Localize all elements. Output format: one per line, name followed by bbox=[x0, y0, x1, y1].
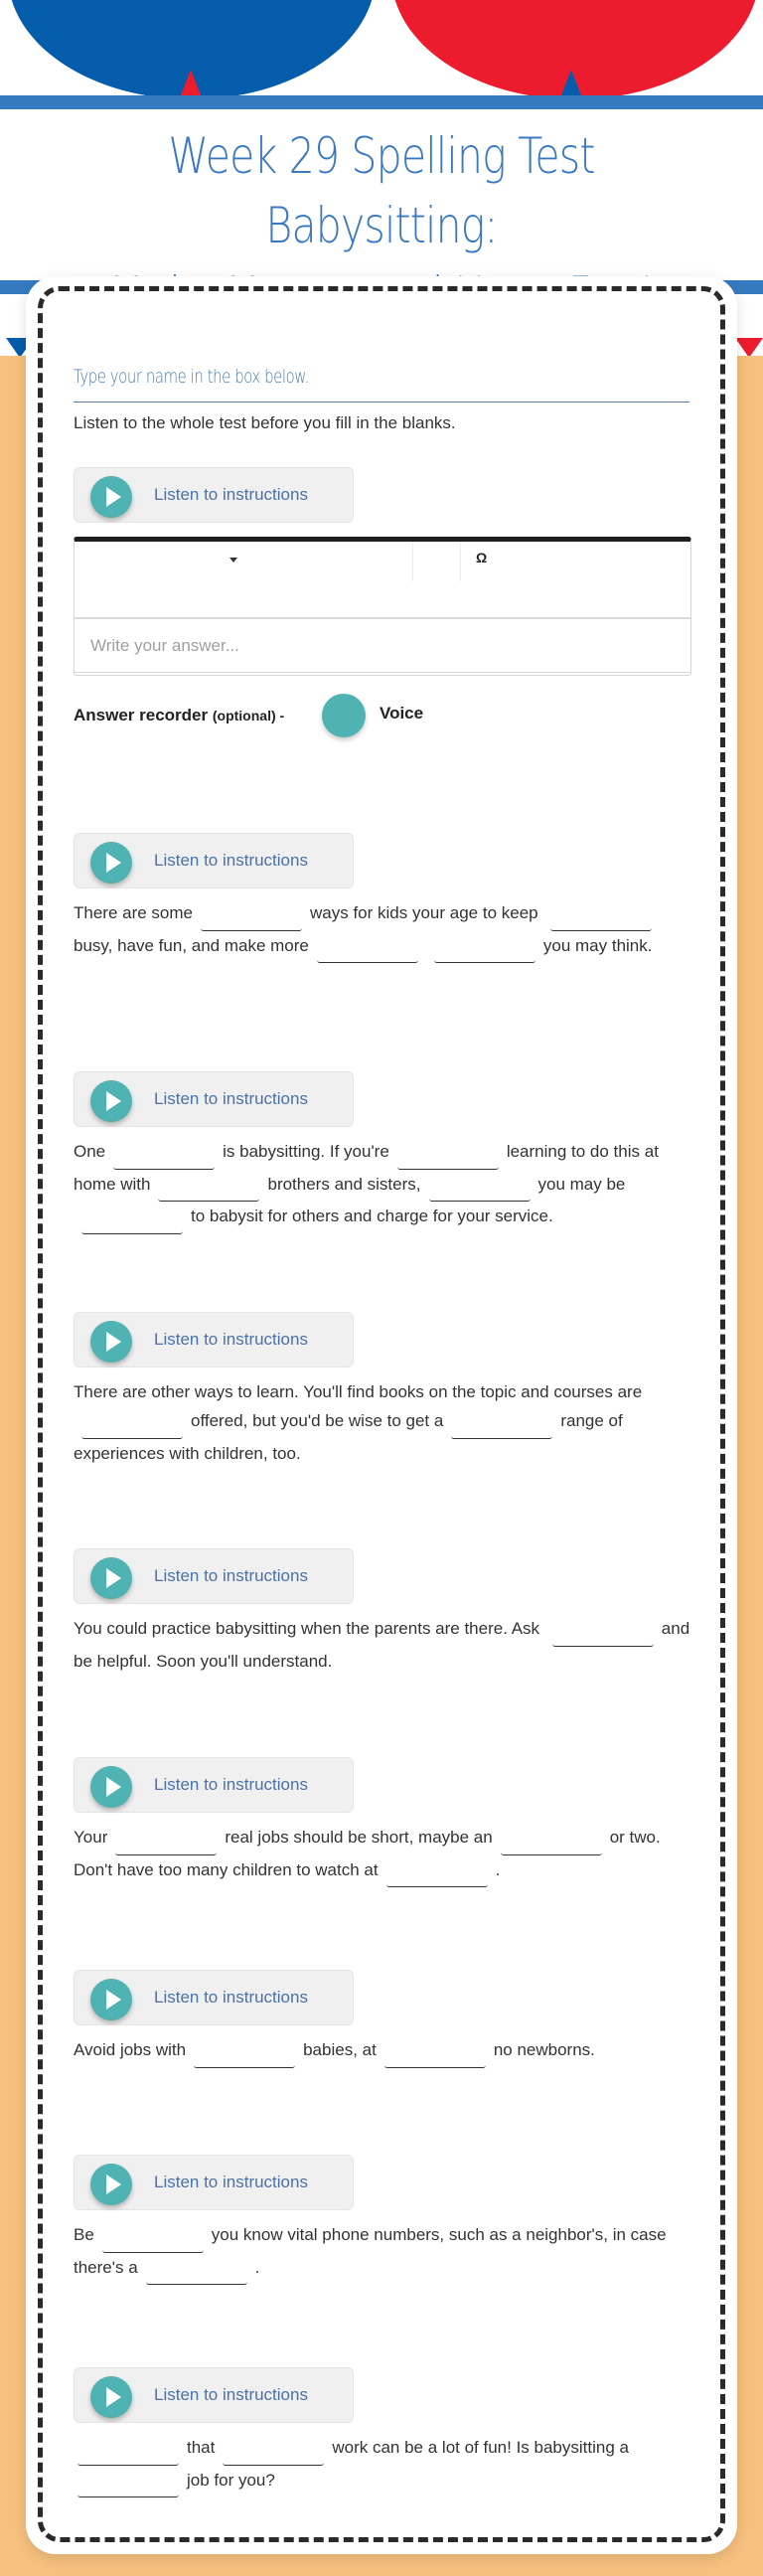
play-icon bbox=[90, 1080, 132, 1122]
listen-label: Listen to instructions bbox=[154, 1775, 308, 1794]
caret-down-icon bbox=[229, 558, 237, 563]
special-character-icon[interactable]: Ω bbox=[476, 550, 488, 565]
blank-input[interactable] bbox=[194, 2047, 295, 2068]
listen-label: Listen to instructions bbox=[154, 2173, 308, 2191]
listen-instructions-button[interactable] bbox=[74, 1548, 354, 1604]
blank-input[interactable] bbox=[501, 1835, 602, 1855]
play-icon bbox=[90, 2164, 132, 2205]
listen-label: Listen to instructions bbox=[154, 1330, 308, 1349]
listen-instructions-button[interactable] bbox=[74, 1312, 354, 1368]
blank-input[interactable] bbox=[451, 1418, 552, 1439]
balloon-knot-decoration bbox=[181, 70, 201, 95]
listen-instructions-button[interactable] bbox=[74, 1757, 354, 1813]
listen-label: Listen to instructions bbox=[154, 1988, 308, 2007]
question-8: that work can be a lot of fun! Is babysitting a job for you? bbox=[74, 2433, 693, 2497]
voice-label: Voice bbox=[380, 704, 424, 723]
blank-input[interactable] bbox=[429, 1181, 531, 1202]
play-icon bbox=[90, 1979, 132, 2020]
listen-label: Listen to instructions bbox=[154, 2385, 308, 2404]
question-7: Be you know vital phone numbers, such as a neighbor's, in case there's a . bbox=[74, 2220, 693, 2285]
question-3: There are other ways to learn. You'll find books on the topic and courses areoffered, but you'd be wise to get a range of experiences with children, too. bbox=[74, 1382, 643, 1463]
blank-input[interactable] bbox=[115, 1835, 217, 1855]
name-input[interactable] bbox=[74, 366, 689, 402]
blank-input[interactable] bbox=[384, 2047, 486, 2068]
blank-input[interactable] bbox=[146, 2264, 247, 2285]
blank-input[interactable] bbox=[552, 1626, 654, 1647]
page-title-line-1: Week 29 Spelling Test Babysitting: bbox=[168, 127, 595, 254]
play-icon bbox=[90, 1766, 132, 1808]
instruction-text: Listen to the whole test before you fill in the blanks. bbox=[74, 413, 456, 432]
play-icon bbox=[90, 842, 132, 884]
listen-instructions-button[interactable] bbox=[74, 467, 354, 523]
header-stripe bbox=[0, 95, 763, 109]
question-6: Avoid jobs with babies, at no newborns. bbox=[74, 2035, 693, 2068]
answer-textbox[interactable] bbox=[74, 617, 691, 673]
format-dropdown[interactable] bbox=[75, 542, 413, 581]
editor-toolbar bbox=[75, 542, 690, 581]
blank-input[interactable] bbox=[81, 1213, 183, 1234]
blank-input[interactable] bbox=[434, 942, 535, 963]
answer-editor bbox=[74, 537, 691, 676]
blank-input[interactable] bbox=[201, 910, 302, 931]
recorder-label: Answer recorder (optional) - bbox=[74, 706, 285, 724]
listen-label: Listen to instructions bbox=[154, 1089, 308, 1108]
blank-input[interactable] bbox=[77, 2445, 179, 2466]
listen-label: Listen to instructions bbox=[154, 851, 308, 870]
listen-label: Listen to instructions bbox=[154, 485, 308, 504]
listen-instructions-button[interactable] bbox=[74, 833, 354, 888]
blank-input[interactable] bbox=[102, 2232, 204, 2253]
name-prompt-text: Type your name in the box below. bbox=[74, 366, 309, 388]
blank-input[interactable] bbox=[397, 1149, 499, 1170]
balloon-knot-decoration bbox=[561, 70, 581, 95]
question-1: There are some ways for kids your age to keep busy, have fun, and make more you may think. bbox=[74, 898, 693, 963]
record-button[interactable] bbox=[322, 694, 366, 737]
blank-input[interactable] bbox=[550, 910, 652, 931]
play-icon bbox=[90, 1557, 132, 1599]
blank-input[interactable] bbox=[77, 2477, 179, 2497]
listen-instructions-button[interactable] bbox=[74, 2367, 354, 2423]
pennant-decoration bbox=[735, 338, 763, 358]
blank-input[interactable] bbox=[317, 942, 418, 963]
question-5: Your real jobs should be short, maybe an or two. Don't have too many children to watch at . bbox=[74, 1823, 693, 1887]
listen-instructions-button[interactable] bbox=[74, 1970, 354, 2025]
play-icon bbox=[90, 2376, 132, 2418]
listen-instructions-button[interactable] bbox=[74, 1071, 354, 1127]
blank-input[interactable] bbox=[158, 1181, 259, 1202]
blank-input[interactable] bbox=[386, 1866, 488, 1887]
listen-label: Listen to instructions bbox=[154, 1566, 308, 1585]
question-4: You could practice babysitting when the parents are there. Ask and be helpful. Soon you'll understand. bbox=[74, 1619, 690, 1671]
blank-input[interactable] bbox=[223, 2445, 324, 2466]
question-2: One is babysitting. If you're learning to do this at home with brothers and sisters, you may be to babysit for others and charge for your service. bbox=[74, 1137, 693, 1234]
blank-input[interactable] bbox=[81, 1418, 183, 1439]
play-icon bbox=[90, 1321, 132, 1363]
listen-instructions-button[interactable] bbox=[74, 2155, 354, 2210]
blank-input[interactable] bbox=[113, 1149, 215, 1170]
worksheet-card bbox=[26, 276, 737, 2554]
toolbar-divider bbox=[460, 542, 461, 581]
play-icon bbox=[90, 476, 132, 518]
